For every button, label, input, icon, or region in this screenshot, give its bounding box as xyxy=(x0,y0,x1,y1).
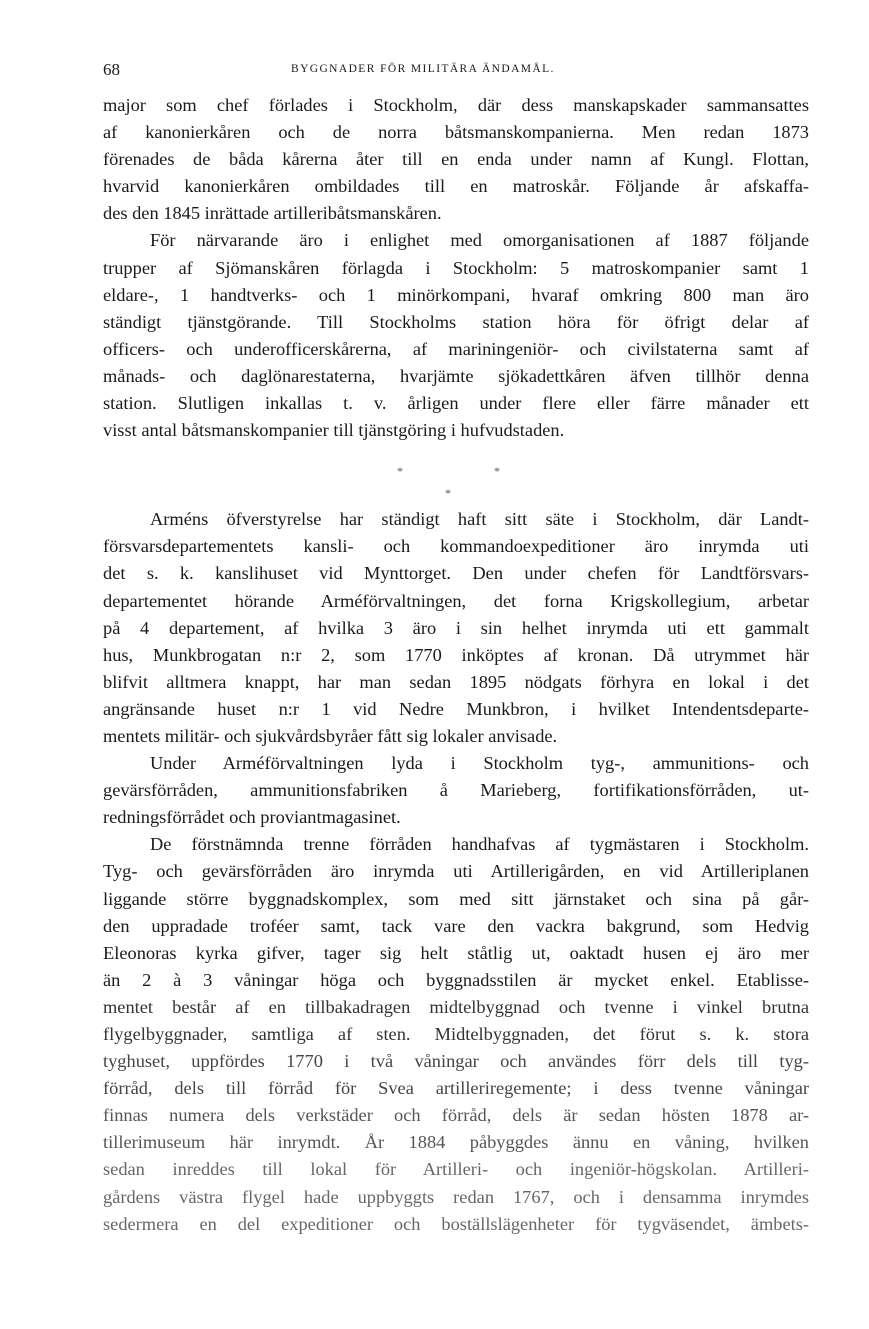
text-line: månads- och daglönarestaterna, hvarjämte sjökadettkåren äfven tillhör denna xyxy=(103,365,809,386)
text-line: tyghuset, uppfördes 1770 i två våningar och användes förr dels till tyg- xyxy=(103,1051,809,1072)
text-line: förråd, dels till förråd för Svea artilleriregemente; i dess tvenne våningar xyxy=(103,1078,809,1099)
page-header xyxy=(103,60,809,82)
text-line: flygelbyggnader, samtliga af sten. Midtelbyggnaden, det förut s. k. stora xyxy=(103,1024,809,1044)
text-line: departementet hörande Arméförvaltningen, det forna Krigskollegium, arbetar xyxy=(103,590,809,611)
text-line: det s. k. kanslihuset vid Mynttorget. Den under chefen för Landtförsvars- xyxy=(103,563,809,584)
text-line: än 2 à 3 våningar höga och byggnadsstilen är mycket enkel. Etablisse- xyxy=(103,969,809,990)
text-line: visst antal båtsmanskompanier till tjänstgöring i hufvudstaden. xyxy=(103,420,565,441)
page-number: 68 xyxy=(103,60,120,79)
separator-star: * xyxy=(397,464,403,479)
text-line: den uppradade troféer samt, tack vare den vackra bakgrund, som Hedvig xyxy=(103,915,809,936)
running-head: BYGGNADER FÖR MILITÄRA ÄNDAMÅL. xyxy=(291,63,555,75)
separator-star: * xyxy=(445,486,451,501)
paragraph-5 xyxy=(103,831,809,1237)
text-line: officers- och underofficerskårerna, af mariningeniör- och civilstaterna samt af xyxy=(103,338,809,359)
text-line: finnas numera dels verkstäder och förråd, dels är sedan hösten 1878 ar- xyxy=(103,1105,809,1126)
separator-star: * xyxy=(494,464,500,479)
text-line: af kanonierkåren och de norra båtsmanskompanierna. Men redan 1873 xyxy=(103,122,809,143)
text-line: tillerimuseum här inrymdt. År 1884 påbyggdes ännu en våning, hvilken xyxy=(103,1132,809,1153)
paragraph-3 xyxy=(103,506,809,750)
text-line: mentets militär- och sjukvårdsbyråer fått sig lokaler anvisade. xyxy=(103,725,558,746)
text-line: sedan inreddes till lokal för Artilleri- och ingeniör-högskolan. Artilleri- xyxy=(103,1159,809,1180)
text-line: major som chef förlades i Stockholm, där dess manskapskader sammansattes xyxy=(103,95,809,115)
text-line: trupper af Sjömanskåren förlagda i Stockholm: 5 matroskompanier samt 1 xyxy=(103,257,809,278)
text-line: des den 1845 inrättade artilleribåtsmanskåren. xyxy=(103,203,442,224)
text-line: Tyg- och gevärsförråden äro inrymda uti Artillerigården, en vid Artilleriplanen xyxy=(103,861,809,882)
text-line: gårdens västra flygel hade uppbyggts redan 1767, och i densamma inrymdes xyxy=(103,1186,809,1207)
text-line: försvarsdepartementets kansli- och kommandoexpeditioner äro inrymda uti xyxy=(103,536,809,557)
paragraph-1 xyxy=(103,92,809,227)
paragraph-2 xyxy=(103,227,809,444)
text-line: Eleonoras kyrka gifver, tager sig helt ståtlig ut, oaktadt husen ej äro mer xyxy=(103,942,809,963)
text-line: De förstnämnda trenne förråden handhafvas af tygmästaren i Stockholm. xyxy=(150,834,809,855)
text-line: gevärsförråden, ammunitionsfabriken å Marieberg, fortifikationsförråden, ut- xyxy=(103,780,809,801)
text-line: För närvarande äro i enlighet med omorganisationen af 1887 följande xyxy=(150,230,809,251)
text-line: hvarvid kanonierkåren ombildades till en matroskår. Följande år afskaffa- xyxy=(103,176,809,197)
text-line: redningsförrådet och proviantmagasinet. xyxy=(103,807,401,828)
text-line: angränsande huset n:r 1 vid Nedre Munkbron, i hvilket Intendentsdeparte- xyxy=(103,698,809,719)
text-line: på 4 departement, af hvilka 3 äro i sin helhet inrymda uti ett gammalt xyxy=(103,617,809,638)
text-line: eldare-, 1 handtverks- och 1 minörkompani, hvaraf omkring 800 man äro xyxy=(103,284,809,305)
section-separator xyxy=(103,444,809,506)
paragraph-4 xyxy=(103,750,809,831)
text-line: Arméns öfverstyrelse har ständigt haft sitt säte i Stockholm, där Landt- xyxy=(150,509,809,530)
text-line: mentet består af en tillbakadragen midtelbyggnad och tvenne i vinkel brutna xyxy=(103,996,809,1017)
text-line: hus, Munkbrogatan n:r 2, som 1770 inköptes af kronan. Då utrymmet här xyxy=(103,644,809,665)
text-line: liggande större byggnadskomplex, som med sitt järnstaket och sina på går- xyxy=(103,888,809,909)
body-text xyxy=(103,92,809,1238)
text-line: station. Slutligen inkallas t. v. årligen under flere eller färre månader ett xyxy=(103,393,809,414)
text-line: Under Arméförvaltningen lyda i Stockholm tyg-, ammunitions- och xyxy=(150,753,809,774)
text-line: förenades de båda kårerna åter till en enda under namn af Kungl. Flottan, xyxy=(103,149,809,170)
text-line: ständigt tjänstgörande. Till Stockholms station höra för öfrigt delar af xyxy=(103,311,809,332)
text-line: blifvit alltmera knappt, har man sedan 1895 nödgats förhyra en lokal i det xyxy=(103,671,809,692)
text-line: sedermera en del expeditioner och boställslägenheter för tygväsendet, ämbets- xyxy=(103,1213,809,1234)
